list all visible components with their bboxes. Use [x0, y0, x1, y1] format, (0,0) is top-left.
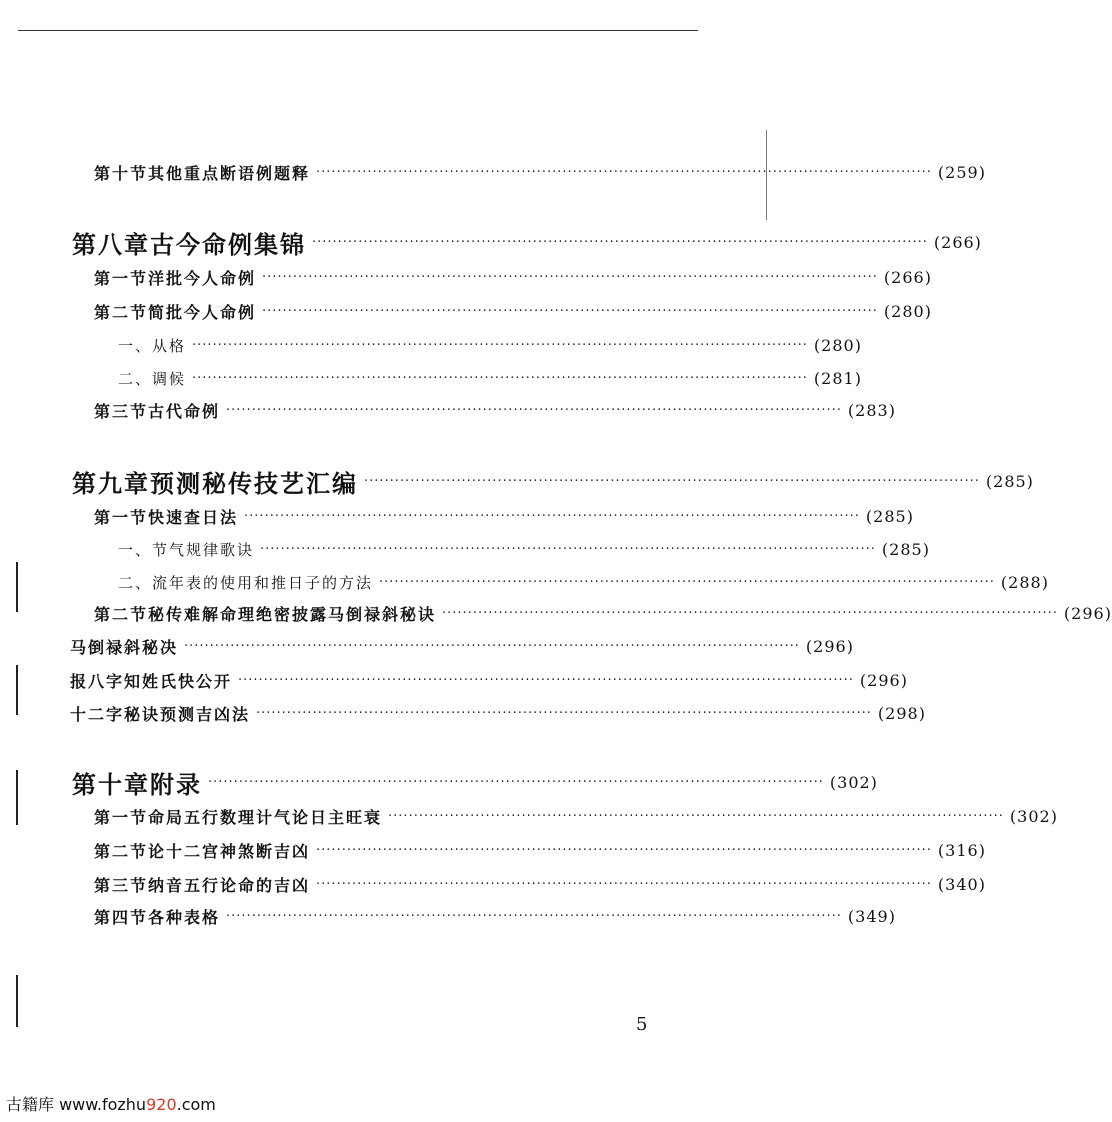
toc-entry-page: (296): [805, 636, 854, 656]
toc-entry-page: (285): [985, 471, 1034, 491]
toc-entry-title: 简批今人命例: [148, 302, 257, 322]
toc-entry-title: 其他重点断语例题释: [148, 163, 311, 183]
toc-entry-row[interactable]: [118, 570, 1049, 594]
dot-leader: ························································································································: [262, 269, 878, 285]
dot-leader: ························································································································: [238, 672, 854, 688]
toc-entry-row[interactable]: [118, 333, 862, 357]
dot-leader: ························································································································: [256, 705, 872, 721]
dot-leader: ························································································································: [192, 337, 808, 353]
toc-entry-row[interactable]: [70, 701, 926, 725]
toc-entry-row[interactable]: [70, 668, 908, 692]
toc-entry-row[interactable]: [94, 838, 986, 862]
dot-leader: ························································································································: [244, 508, 860, 524]
page-number: 5: [636, 1014, 648, 1035]
toc-entry-title: 二、流年表的使用和推日子的方法: [118, 573, 374, 592]
toc-entry-title: 报八字知姓氏快公开: [70, 671, 233, 691]
toc-entry-title: 十二字秘诀预测吉凶法: [70, 704, 251, 724]
toc-entry-row[interactable]: [118, 366, 862, 390]
toc-entry-title: 马倒禄斜秘决: [70, 637, 179, 657]
watermark-prefix: 古籍库 www.fozhu: [6, 1095, 147, 1114]
dot-leader: ························································································································: [316, 876, 932, 892]
toc-entry-label: 第四节: [94, 907, 149, 927]
dot-leader: ························································································································: [316, 842, 932, 858]
toc-entry-label: 第九章: [72, 469, 150, 498]
toc-entry-label: 第一节: [94, 268, 149, 288]
toc-entry-page: (296): [1063, 603, 1112, 623]
toc-entry-page: (280): [813, 335, 862, 355]
toc-entry-row[interactable]: [94, 601, 1112, 625]
toc-entry-label: 第三节: [94, 875, 149, 895]
toc-entry-row[interactable]: [94, 398, 896, 422]
dot-leader: ························································································································: [184, 638, 800, 654]
toc-entry-title: 纳音五行论命的吉凶: [148, 875, 311, 895]
toc-entry-title: 快速查日法: [148, 507, 239, 527]
toc-entry-page: (288): [1000, 572, 1049, 592]
toc-entry-page: (283): [847, 400, 896, 420]
toc-entry-label: 第十节: [94, 163, 149, 183]
watermark: [6, 1092, 216, 1115]
toc-entry-label: 第二节: [94, 302, 149, 322]
toc-entry-page: (296): [859, 670, 908, 690]
toc-entry-title: 论十二宫神煞断吉凶: [148, 841, 311, 861]
toc-entry-page: (259): [937, 162, 986, 182]
toc-entry-page: (280): [883, 301, 932, 321]
toc-entry-row[interactable]: [94, 160, 986, 184]
toc-entry-page: (302): [829, 772, 878, 792]
toc-entry-page: (266): [933, 232, 982, 252]
dot-leader: ························································································································: [388, 808, 1004, 824]
toc-entry-title: 一、节气规律歌诀: [118, 540, 255, 559]
toc-entry-label: 第十章: [72, 770, 150, 799]
toc-entry-page: (316): [937, 840, 986, 860]
toc-chapter-row[interactable]: [72, 765, 878, 799]
toc-entry-label: 第二节: [94, 841, 149, 861]
dot-leader: ························································································································: [316, 164, 932, 180]
watermark-suffix: .com: [176, 1095, 216, 1114]
toc-chapter-row[interactable]: [72, 225, 982, 259]
toc-entry-title: 预测秘传技艺汇编: [150, 469, 358, 498]
toc-entry-row[interactable]: [94, 504, 914, 528]
dot-leader: ························································································································: [192, 370, 808, 386]
toc-entry-title: 古代命例: [148, 401, 221, 421]
toc-entry-title: 二、调候: [118, 369, 187, 388]
toc-entry-title: 一、从格: [118, 336, 187, 355]
toc-entry-label: 第二节: [94, 604, 149, 624]
toc-entry-row[interactable]: [94, 872, 986, 896]
dot-leader: ························································································································: [260, 541, 876, 557]
dot-leader: ························································································································: [442, 605, 1058, 621]
toc-entry-page: (281): [813, 368, 862, 388]
toc-entry-row[interactable]: [94, 265, 932, 289]
toc-entry-label: 第一节: [94, 507, 149, 527]
toc-chapter-row[interactable]: [72, 464, 1034, 498]
dot-leader: ························································································································: [208, 774, 824, 790]
toc-entry-page: (285): [865, 506, 914, 526]
toc-entry-title: 命局五行数理计气论日主旺衰: [148, 807, 383, 827]
toc-entry-title: 洋批今人命例: [148, 268, 257, 288]
toc-entry-row[interactable]: [118, 537, 930, 561]
toc-entry-title: 附录: [150, 770, 202, 799]
toc-entry-row[interactable]: [94, 904, 896, 928]
dot-leader: ························································································································: [262, 303, 878, 319]
dot-leader: ························································································································: [364, 473, 980, 489]
toc-entry-page: (302): [1009, 806, 1058, 826]
toc-entry-page: (266): [883, 267, 932, 287]
toc-entry-title: 各种表格: [148, 907, 221, 927]
toc-entry-page: (285): [881, 539, 930, 559]
toc-entry-page: (340): [937, 874, 986, 894]
toc-entry-page: (349): [847, 906, 896, 926]
toc-entry-label: 第八章: [72, 230, 150, 259]
toc-entry-page: (298): [877, 703, 926, 723]
toc-entry-title: 秘传难解命理绝密披露马倒禄斜秘诀: [148, 604, 437, 624]
dot-leader: ························································································································: [379, 574, 995, 590]
toc-entry-title: 古今命例集锦: [150, 230, 306, 259]
toc-entry-row[interactable]: [94, 299, 932, 323]
toc-entry-label: 第三节: [94, 401, 149, 421]
toc-entry-row[interactable]: [70, 634, 854, 658]
dot-leader: ························································································································: [226, 908, 842, 924]
watermark-number: 920: [146, 1095, 177, 1114]
dot-leader: ························································································································: [226, 402, 842, 418]
toc-entry-label: 第一节: [94, 807, 149, 827]
toc-entry-row[interactable]: [94, 804, 1058, 828]
dot-leader: ························································································································: [312, 234, 928, 250]
